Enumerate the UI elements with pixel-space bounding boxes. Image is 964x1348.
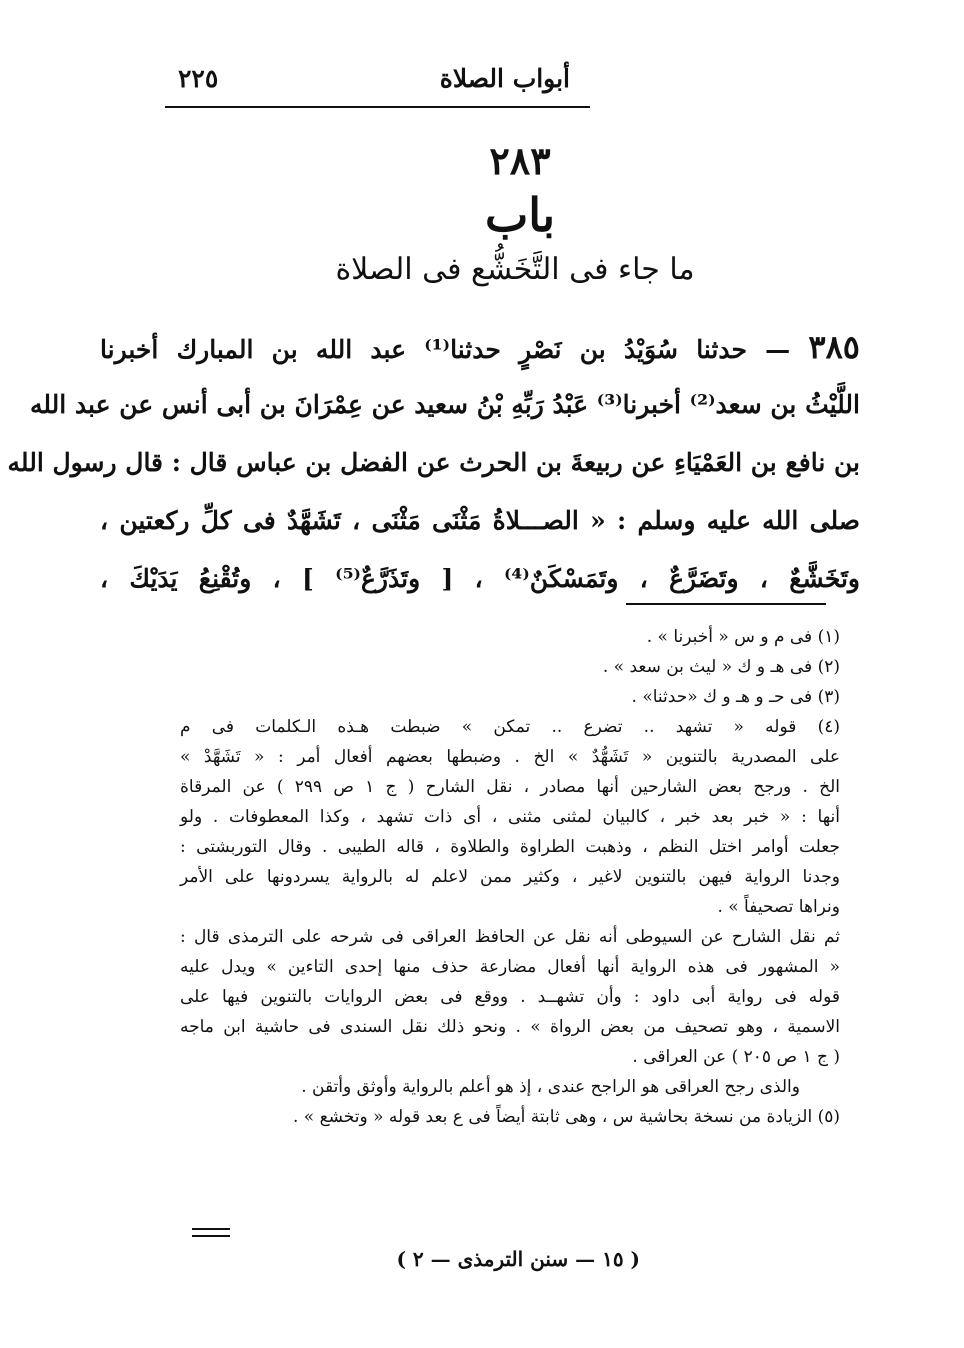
- footnote-line: (٢) فى هـ و ك « ليث بن سعد » .: [602, 657, 840, 677]
- hadith-line: ٣٨٥ — حدثنا سُوَيْدُ بن نَصْرٍ حدثنا⁽¹⁾ عبد الله بن المبارك أخبرنا: [100, 328, 860, 366]
- hadith-line: اللَّيْثُ بن سعد⁽²⁾ أخبرنا⁽³⁾ عَبْدُ رَبِّهِ بْنُ سعيد عن عِمْرَانَ بن أبى أنس عن عبد الله: [29, 390, 860, 419]
- footnote-line: ( ج ١ ص ٢٠٥ ) عن العراقى .: [632, 1047, 840, 1067]
- footnote-line: (٤) قوله « تشهد .. تضرع .. تمكن » ضبطت هـذه الـكلمات فى م: [180, 717, 840, 737]
- footnote-line: على المصدرية بالتنوين « تَشَهُّدٌ » الخ . وضبطها بعضهم أفعال أمر : « تَشَهَّدْ »: [180, 747, 840, 767]
- printer-signature: ( ١٥ — سنن الترمذى — ٢ ): [396, 1247, 640, 1271]
- footnote-line: ثم نقل الشارح عن السيوطى أنه نقل عن الحافظ العراقى فى شرحه على الترمذى قال :: [180, 927, 840, 947]
- running-title: أبواب الصلاة: [439, 64, 570, 93]
- hadith-line-text: حدثنا سُوَيْدُ بن نَصْرٍ حدثنا⁽¹⁾ عبد الله بن المبارك أخبرنا: [100, 335, 747, 364]
- chapter-title: ما جاء فى التَّخَشُّع فى الصلاة: [335, 252, 695, 287]
- chapter-number: ٢٨٣: [489, 138, 551, 183]
- footnote-line: (١) فى م و س « أخبرنا » .: [646, 627, 840, 647]
- footnote-line: « المشهور فى هذه الرواية أنها أفعال مضارعة حذف منها إحدى التاءين » ويدل عليه: [180, 957, 840, 977]
- footnote-line: (٥) الزيادة من نسخة بحاشية س ، وهى ثابتة أيضاً فى ع بعد قوله « وتخشع » .: [292, 1107, 840, 1127]
- footnotes: [180, 622, 840, 1132]
- hadith-line: بن نافع بن العَمْيَاءِ عن ربيعةَ بن الحرث عن الفضل بن عباس قال : قال رسول الله: [7, 448, 860, 477]
- footnote-line: الخ . ورجح بعض الشارحين أنها مصادر ، نقل الشارح ( ج ١ ص ٢٩٩ ) عن المرقاة: [180, 777, 840, 797]
- footnote-line: ونراها تصحيفاً » .: [717, 897, 840, 917]
- footnote-line: أنها : « خبر بعد خبر ، كالبيان لمثنى مثنى ، أى ذات تشهد ، وكذا المعطوفات . ولو: [180, 807, 840, 827]
- footnote-line: وجدنا الرواية فيهن بالتنوين لاغير ، وكثير ممن لاعلم له بالرواية يسردونها على الأمر: [180, 867, 840, 887]
- hadith-text: [7, 318, 860, 608]
- footnote-line: قوله فى رواية أبى داود : وأن تشهــد . ووقع فى بعض الروايات بالتنوين فيها على: [180, 987, 840, 1007]
- footnote-line: الاسمية ، وهو تصحيف من بعض الرواة » . ونحو ذلك نقل السندى فى حاشية ابن ماجه: [180, 1017, 840, 1037]
- hadith-number: ٣٨٥: [808, 328, 860, 366]
- chapter-label: باب: [484, 188, 556, 242]
- footnote-line: (٣) فى حـ و هـ و ك «حدثنا» .: [631, 687, 840, 707]
- running-head: [170, 62, 590, 102]
- header-rule: [165, 106, 590, 108]
- hadith-line: صلى الله عليه وسلم : « الصـــلاةُ مَثْنَى مَثْنَى ، تَشَهَّدٌ فى كلِّ ركعتين ،: [100, 506, 860, 535]
- footnote-line: جعلت أوامر اختل النظم ، وذهبت الطراوة والطلاوة ، قاله الطيبى . وقال التوربشتى :: [180, 837, 840, 857]
- footnote-separator: [626, 603, 826, 605]
- footnote-line: والذى رجح العراقى هو الراجح عندى ، إذ هو أعلم بالرواية وأوثق وأتقن .: [301, 1077, 800, 1097]
- page-number: ٢٢٥: [178, 64, 219, 93]
- hadith-line: وتَخَشَّعٌ ، وتَضَرَّعٌ ، وتَمَسْكَنٌ⁽⁴⁾ ، [ وتَذَرَّعٌ⁽⁵⁾ ] ، وتُقْنِعُ يَدَيْكَ ،: [100, 564, 860, 593]
- signature-rule: [192, 1228, 230, 1237]
